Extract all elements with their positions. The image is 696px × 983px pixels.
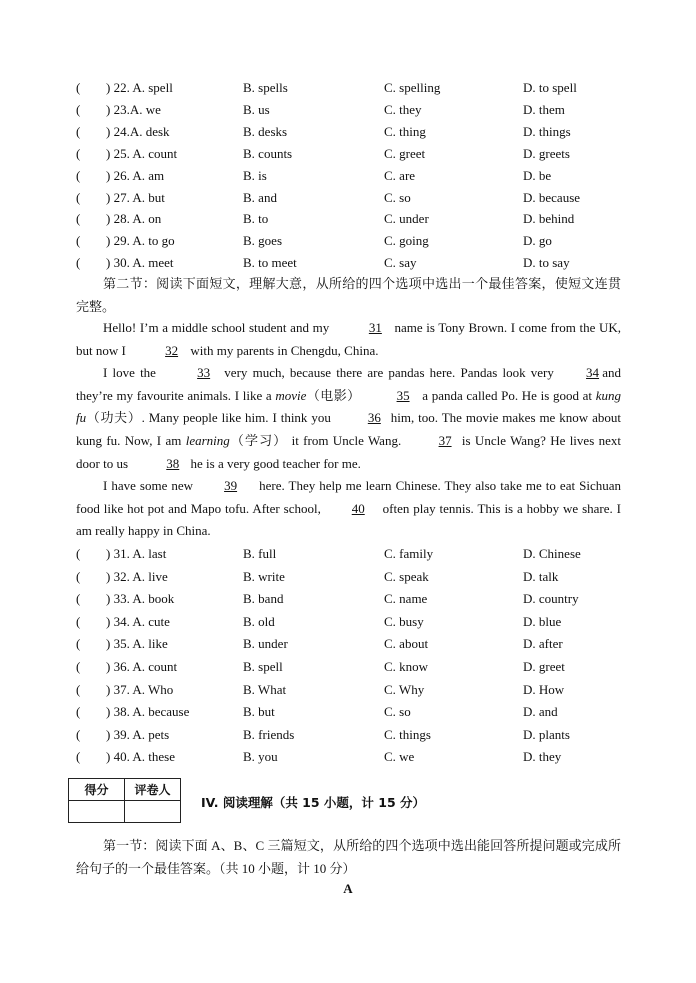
blank-34: 34 [586,365,600,381]
option-c: C. Why [384,681,425,697]
text: with my parents in Chengdu, China. [187,342,379,358]
option-c: C. greet [384,145,426,161]
question-number: ) 38. A. [106,704,145,720]
option-d: D. greets [523,145,570,161]
answer-paren[interactable]: ( [76,233,81,249]
question-number: ) 29. A. [106,233,145,249]
answer-paren[interactable]: ( [76,726,81,742]
question-number-and-option-a [106,567,168,587]
question-number-and-option-a [106,122,170,142]
blank-31: 31 [368,320,382,335]
option-d: D. How [523,681,565,697]
answer-paren[interactable]: ( [76,211,81,227]
question-number: ) 27. A. [106,189,145,205]
option-a: pets [148,726,170,742]
text: often play tennis. This is a hobby we share. I am really happy in China. [76,500,621,539]
option-c: C. say [384,255,417,271]
option-d: D. and [523,704,558,720]
question-number: ) 36. A. [106,659,145,674]
option-a: live [148,568,168,584]
question-row [0,166,696,186]
option-b: B. is [243,167,267,183]
answer-paren[interactable]: ( [76,123,81,139]
text: he is a very good teacher for me. [187,455,361,471]
blank-37: 37 [438,432,452,448]
question-number: ) 28. A. [106,211,145,227]
option-a: because [148,704,190,720]
option-c: C. under [384,211,429,227]
option-b: B. What [243,681,287,697]
answer-paren[interactable]: ( [76,704,81,720]
question-number: ) 26. A. [106,167,145,183]
passage-label: A [343,881,353,896]
option-a: to go [148,233,175,249]
option-d: D. plants [523,726,570,742]
option-d: D. country [523,591,579,607]
option-c: C. speak [384,568,429,584]
question-row [0,253,696,273]
question-number: ) 23.A. [106,101,143,117]
question-number: ) 40. A. [106,749,145,765]
answer-paren[interactable]: ( [76,681,81,697]
option-d: D. because [523,189,581,205]
option-b: B. but [243,704,275,720]
grader-header: 评卷人 [125,779,181,801]
option-d: D. they [523,749,562,765]
question-row [0,78,696,98]
question-row [0,612,696,632]
option-d: D. things [523,123,571,139]
question-number-and-option-a [106,680,173,700]
question-number: ) 30. A. [106,255,145,271]
option-d: D. talk [523,568,559,584]
question-number-and-option-a [106,589,174,609]
question-number: ) 37. A. [106,681,145,697]
question-row [0,702,696,722]
answer-paren[interactable]: ( [76,613,81,629]
question-row [0,680,696,700]
question-number-and-option-a [106,188,165,208]
question-row [0,209,696,229]
answer-paren[interactable]: ( [76,255,81,271]
option-c: C. family [384,546,434,561]
option-a: on [148,211,162,227]
option-a: we [145,101,161,117]
option-b: B. spells [243,80,288,95]
answer-paren[interactable]: ( [76,591,81,607]
question-row [0,589,696,609]
section4-title: IV. 阅读理解（共 15 小题，计 15 分） [201,795,426,810]
question-number-and-option-a [106,166,164,186]
option-d: D. to spell [523,80,577,95]
option-d: D. to say [523,255,570,271]
score-table [68,778,181,823]
question-number-and-option-a [106,544,166,564]
text: him, too. The movie makes me know about kung fu. Now, I am [76,410,621,448]
option-b: B. counts [243,145,293,161]
text: is Uncle Wang? He lives next door to us [76,432,621,471]
question-number-and-option-a [106,657,177,677]
option-b: B. to meet [243,255,297,271]
passage-paragraph-2 [76,362,621,475]
answer-paren[interactable]: ( [76,101,81,117]
answer-paren[interactable]: ( [76,167,81,183]
section4-instructions: 第一节：阅读下面 A、B、C 三篇短文，从所给的四个选项中选出能回答所提问题或完成所给句子的一个最佳答案。（共 10 小题，计 10 分） [76,838,621,876]
option-c: C. they [384,101,422,117]
question-number: ) 25. A. [106,145,145,161]
option-c: C. we [384,749,415,765]
option-c: C. going [384,233,429,249]
option-a: am [148,167,165,183]
option-a: cute [148,613,170,629]
text: very much, because there are pandas here. Pandas look very [219,365,560,381]
option-b: B. goes [243,233,282,249]
option-c: C. so [384,189,411,205]
blank-35: 35 [396,387,410,403]
text: name is Tony Brown. I come from the UK, but now I [76,320,622,358]
answer-paren[interactable]: ( [76,659,81,674]
gloss-kung-fu: （功夫） [86,410,142,426]
option-d: D. after [523,636,563,652]
grader-cell[interactable] [125,801,181,823]
text: here. They help me learn Chinese. They also take me to eat Sichuan food like hot pot and Mapo tofu. After school, [76,478,621,516]
option-d: D. be [523,167,552,183]
option-b: B. you [243,749,278,765]
answer-paren[interactable]: ( [76,189,81,205]
passage-paragraph-1 [76,317,621,362]
option-b: B. write [243,568,285,584]
question-number: ) 31. A. [106,546,145,561]
question-number-and-option-a [106,634,168,654]
option-a: spell [148,80,173,95]
question-row [0,144,696,164]
question-row [0,122,696,142]
option-d: D. Chinese [523,546,581,561]
question-number-and-option-a [106,100,161,120]
answer-paren[interactable]: ( [76,636,81,652]
option-b: B. to [243,211,269,227]
option-b: B. friends [243,726,295,742]
answer-paren[interactable]: ( [76,568,81,584]
question-number: ) 33. A. [106,591,145,607]
option-d: D. go [523,233,552,249]
option-a: these [148,749,175,765]
question-number: ) 24.A. [106,123,143,139]
text: and they’re my favourite animals. I like a [76,365,621,403]
gloss-learning: （学习） [229,432,288,448]
option-a: count [148,145,178,161]
question-row [0,747,696,767]
question-number: ) 39. A. [106,726,145,742]
option-a: but [148,189,165,205]
section2-instructions: 第二节：阅读下面短文，理解大意，从所给的四个选项中选出一个最佳答案，使短文连贯完整。 [76,276,621,314]
blank-39: 39 [224,478,238,494]
option-b: B. us [243,101,270,117]
question-number-and-option-a [106,253,174,273]
question-row [0,544,696,564]
option-d: D. them [523,101,565,117]
option-b: B. spell [243,659,283,674]
question-row [0,231,696,251]
term-kung-fu: kung fu [76,387,621,426]
question-row [0,188,696,208]
blank-32: 32 [165,342,179,358]
answer-paren[interactable]: ( [76,145,81,161]
section4-instructions-block [76,835,621,880]
option-c: C. are [384,167,416,183]
question-number-and-option-a [106,702,189,722]
option-b: B. band [243,591,284,607]
option-d: D. behind [523,211,575,227]
score-cell[interactable] [69,801,125,823]
question-number-and-option-a [106,747,175,767]
question-number: ) 22. A. [106,80,145,95]
question-row [0,100,696,120]
option-b: B. full [243,546,277,561]
text: . Many people like him. I think you [141,410,335,426]
option-a: meet [148,255,174,271]
option-d: D. blue [523,613,562,629]
question-row [0,657,696,677]
question-number-and-option-a [106,78,173,98]
option-c: C. so [384,704,411,720]
option-d: D. greet [523,659,565,674]
option-b: B. old [243,613,275,629]
question-row [0,725,696,745]
score-header: 得分 [69,779,125,801]
question-row [0,634,696,654]
option-b: B. and [243,189,277,205]
option-a: book [148,591,175,607]
question-number: ) 35. A. [106,636,145,652]
option-a: desk [145,123,170,139]
text: Hello! I’m a middle school student and my [103,320,333,335]
option-c: C. busy [384,613,424,629]
section2-instructions-block [76,273,621,318]
answer-paren[interactable]: ( [76,80,81,95]
question-number: ) 32. A. [106,568,145,584]
question-number-and-option-a [106,209,161,229]
question-number-and-option-a [106,725,169,745]
text: a panda called Po. He is good at [418,387,596,403]
option-c: C. things [384,726,431,742]
option-c: C. spelling [384,80,441,95]
option-a: count [148,659,178,674]
passage-paragraph-3 [76,475,621,543]
question-number-and-option-a [106,144,177,164]
option-c: C. name [384,591,428,607]
answer-paren[interactable]: ( [76,546,81,561]
question-number-and-option-a [106,612,170,632]
option-a: last [148,546,167,561]
cloze-passage [76,317,621,543]
blank-33: 33 [197,365,211,381]
option-a: like [148,636,168,652]
term-learning: learning [185,432,230,448]
answer-paren[interactable]: ( [76,749,81,765]
question-number-and-option-a [106,231,175,251]
text: it from Uncle Wang. [287,432,406,448]
term-movie: movie [275,387,307,403]
gloss-movie: （电影） [306,387,361,403]
blank-36: 36 [367,410,381,426]
text: I have some new [103,478,198,494]
option-c: C. about [384,636,429,652]
option-b: B. desks [243,123,288,139]
option-b: B. under [243,636,288,652]
blank-38: 38 [166,455,180,471]
option-c: C. thing [384,123,426,139]
text: I love the [103,365,162,381]
question-number: ) 34. A. [106,613,145,629]
option-c: C. know [384,659,429,674]
blank-40: 40 [351,500,365,516]
question-row [0,567,696,587]
option-a: Who [148,681,174,697]
